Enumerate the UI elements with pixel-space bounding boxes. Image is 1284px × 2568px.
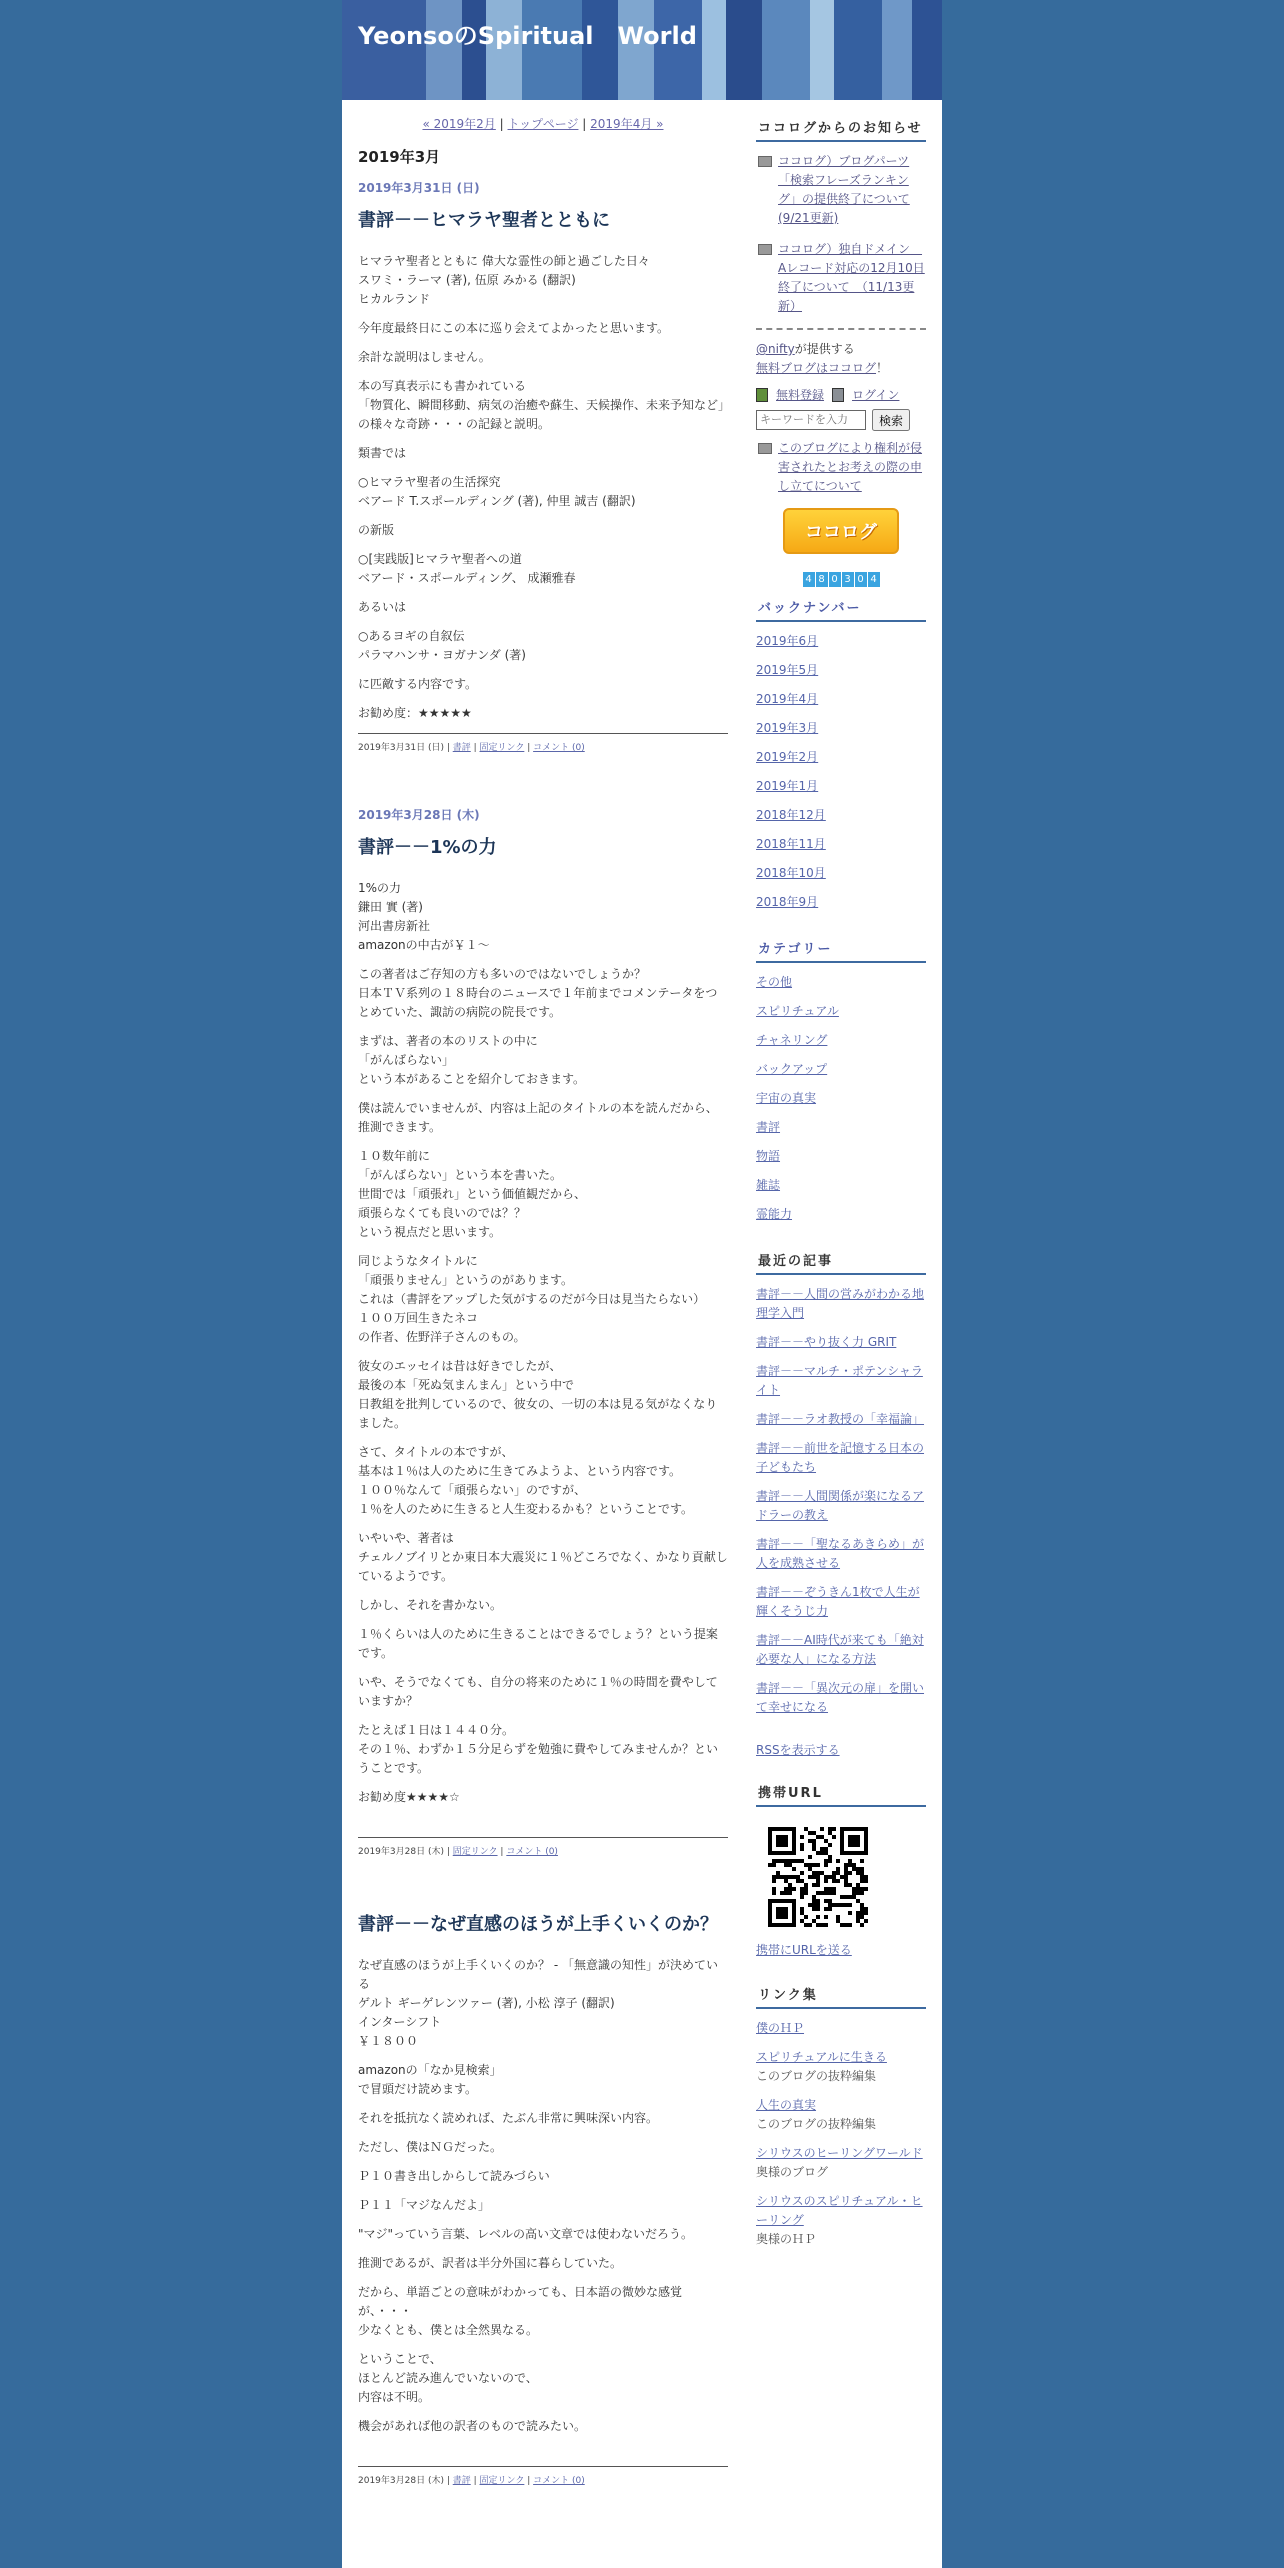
pager	[358, 115, 728, 132]
main-column	[358, 115, 728, 2539]
free-blog-link[interactable]: 無料ブログはココログ	[756, 361, 877, 375]
backnumber-link[interactable]: 2019年5月	[756, 663, 819, 677]
entry-paragraph: それを抵抗なく読めれば、たぶん非常に興味深い内容。	[358, 2111, 659, 2125]
backnumber-item	[756, 748, 926, 767]
backnumber-list	[756, 632, 926, 912]
recent-article-item	[756, 1285, 926, 1323]
sidebar	[756, 117, 926, 2259]
notice-icon	[758, 244, 772, 255]
login-link[interactable]: ログイン	[852, 388, 900, 402]
recent-article-link[interactable]: 書評－－人間関係が楽になるアドラーの教え	[756, 1489, 925, 1522]
backnumber-item	[756, 893, 926, 912]
entry-paragraph: 彼女のエッセイは昔は好きでしたが、 最後の本「死ぬ気まんまん」という中で 日教組を批判しているので、彼女の、一切の本は見る気がなくなりました。	[358, 1359, 718, 1430]
external-link[interactable]: シリウスのスピリチュアル・ヒーリング	[756, 2194, 923, 2227]
category-link[interactable]: スピリチュアル	[756, 1004, 839, 1018]
entry-footer: 2019年3月28日 (木) | 書評 | 固定リンク | コメント (0)	[358, 2466, 728, 2493]
notice-icon	[758, 156, 772, 167]
signup-link[interactable]: 無料登録	[776, 388, 825, 402]
divider	[756, 328, 926, 330]
qr-code-icon	[768, 1827, 868, 1927]
recent-list	[756, 1285, 926, 1717]
login-icon	[832, 388, 844, 402]
category-link[interactable]: 物語	[756, 1149, 781, 1163]
link-description: 奥様のＨＰ	[756, 2232, 817, 2246]
external-link[interactable]: 人生の真実	[756, 2098, 817, 2112]
counter-digit: 4	[803, 572, 815, 587]
blog-entry	[358, 1910, 728, 2493]
cocolog-logo[interactable]: ココログ	[783, 508, 899, 554]
category-item	[756, 973, 926, 992]
counter-digit: 3	[842, 572, 854, 587]
rights-link[interactable]: このブログにより権利が侵害されたとお考えの際の申し立てについて	[778, 441, 923, 493]
recent-title: 最近の記事	[756, 1250, 926, 1275]
entry-body	[358, 252, 728, 723]
cocolog-promo	[756, 340, 926, 378]
entry-paragraph: なぜ直感のほうが上手くいくのか？ - 「無意識の知性」が決めている ゲルト ギーゲレンツァー (著), 小松 淳子 (翻訳) インターシフト ￥１８００	[358, 1958, 718, 2048]
recent-article-item	[756, 1583, 926, 1621]
external-link[interactable]: 僕のＨＰ	[756, 2021, 805, 2035]
entry-paragraph: の新版	[358, 523, 395, 537]
mobile-title: 携帯URL	[756, 1782, 926, 1807]
entry-permalink[interactable]: 固定リンク	[479, 2476, 525, 2486]
entry-body	[358, 1956, 728, 2436]
recent-article-link[interactable]: 書評－－やり抜く力 GRIT	[756, 1335, 897, 1349]
counter-digit: 4	[868, 572, 880, 587]
entry-date: 2019年3月28日 (木)	[358, 808, 480, 822]
entry-paragraph: ということで、 ほとんど読み進んでいないので、 内容は不明。	[358, 2352, 538, 2404]
category-link[interactable]: バックアップ	[756, 1062, 828, 1076]
entry-paragraph: Ｐ１１「マジなんだよ」	[358, 2198, 491, 2212]
counter-digit: 8	[816, 572, 828, 587]
entry-date: 2019年3月31日 (日)	[358, 181, 480, 195]
entry-paragraph: １％くらいは人のために生きることはできるでしょう？という提案です。	[358, 1627, 718, 1660]
entry-category-link[interactable]: 書評	[452, 2476, 471, 2486]
category-item	[756, 1002, 926, 1021]
entry-paragraph: この著者はご存知の方も多いのではないでしょうか？ 日本ＴＶ系列の１８時台のニュースで１年前までコメンテータをつとめていた、諏訪の病院の院長です。	[358, 967, 718, 1019]
backnumber-link[interactable]: 2019年1月	[756, 779, 819, 793]
recent-article-item	[756, 1333, 926, 1352]
notice-title: ココログからのお知らせ	[756, 117, 926, 142]
entry-paragraph: 今年度最終日にこの本に巡り会えてよかったと思います。	[358, 321, 670, 335]
entry-paragraph: 機会があれば他の訳者のもので読みたい。	[358, 2419, 587, 2433]
backnumber-link[interactable]: 2018年9月	[756, 895, 819, 909]
recent-article-item	[756, 1362, 926, 1400]
recent-article-link[interactable]: 書評－－前世を記憶する日本の子どもたち	[756, 1441, 925, 1474]
mobile-send-area	[756, 1941, 926, 1960]
backnumber-item	[756, 777, 926, 796]
notice-list	[756, 152, 926, 316]
backnumber-link[interactable]: 2019年6月	[756, 634, 819, 648]
recent-article-link[interactable]: 書評－－AI時代が来ても「絶対必要な人」になる方法	[756, 1633, 924, 1666]
entry-footer-date: 2019年3月28日 (木)	[358, 1847, 444, 1857]
recent-article-item	[756, 1535, 926, 1573]
category-list	[756, 973, 926, 1224]
signup-icon	[756, 388, 768, 402]
entry-paragraph: 僕は読んでいませんが、内容は上記のタイトルの本を読んだから、推測できます。	[358, 1101, 718, 1134]
entry-permalink[interactable]: 固定リンク	[452, 1847, 498, 1857]
entry-paragraph: お勧め度：★★★★★	[358, 706, 472, 720]
backnumber-link[interactable]: 2018年10月	[756, 866, 826, 880]
next-month-link[interactable]: 2019年4月 »	[590, 117, 664, 131]
exclamation-text: ！	[876, 361, 889, 375]
entry-paragraph: いや、そうでなくても、自分の将来のために１％の時間を費やしていますか？	[358, 1675, 718, 1708]
entry-footer-date: 2019年3月28日 (木)	[358, 2476, 444, 2486]
entry-paragraph: だから、単語ごとの意味がわかっても、日本語の微妙な感覚が、・・・ 少なくとも、僕とは全然異なる。	[358, 2285, 683, 2337]
recent-article-link[interactable]: 書評－－人間の営みがわかる地理学入門	[756, 1287, 925, 1320]
entry-title[interactable]: 書評－－ヒマラヤ聖者とともに	[358, 210, 610, 231]
entry-category-link[interactable]: 書評	[452, 743, 471, 753]
recent-article-link[interactable]: 書評－－ぞうきん1枚で人生が輝くそうじ力	[756, 1585, 920, 1618]
notice-item	[756, 152, 926, 228]
entry-paragraph: お勧め度★★★★☆	[358, 1790, 460, 1804]
access-counter	[756, 572, 926, 587]
entry-paragraph: さて、タイトルの本ですが、 基本は１％は人のために生きてみようよ、という内容です。 １００％なんて「頑張らない」のですが、 １％を人のために生きると人生変わるかも？ということです。	[358, 1445, 694, 1516]
entry-paragraph: しかし、それを書かない。	[358, 1598, 503, 1612]
entry-paragraph: 推測であるが、訳者は半分外国に暮らしていた。	[358, 2256, 623, 2270]
link-description: 奥様のブログ	[756, 2165, 829, 2179]
entry-body	[358, 879, 728, 1807]
blog-banner	[342, 0, 942, 100]
category-link[interactable]: 書評	[756, 1120, 781, 1134]
notice-icon	[758, 443, 772, 454]
recent-article-link[interactable]: 書評－－マルチ・ポテンシャライト	[756, 1364, 923, 1397]
entry-permalink[interactable]: 固定リンク	[479, 743, 525, 753]
entry-paragraph: １０数年前に 「がんばらない」という本を書いた。 世間では「頑張れ」という価値観だから、 頑張らなくても良いのでは？？ という視点だと思います。	[358, 1149, 587, 1239]
category-link[interactable]: チャネリング	[756, 1033, 828, 1047]
link-item	[756, 2192, 926, 2249]
account-links	[756, 386, 926, 403]
link-description: このブログの抜粋編集	[756, 2117, 877, 2131]
link-description: このブログの抜粋編集	[756, 2069, 877, 2083]
entry-footer-date: 2019年3月31日 (日)	[358, 743, 444, 753]
entry-paragraph: ヒマラヤ聖者とともに 偉大な霊性の師と過ごした日々 スワミ・ラーマ (著), 伍原 みかる (翻訳) ヒカルランド	[358, 254, 650, 306]
blog-title[interactable]: YeonsoのSpiritual World	[358, 22, 697, 50]
entry-footer: 2019年3月28日 (木) | 固定リンク | コメント (0)	[358, 1837, 728, 1864]
rss-area	[756, 1741, 926, 1760]
entry-paragraph: 類書では	[358, 446, 407, 460]
links-title: リンク集	[756, 1984, 926, 2009]
backnumber-link[interactable]: 2019年2月	[756, 750, 819, 764]
pager-sep: |	[582, 117, 587, 131]
entry-comments-link[interactable]: コメント (0)	[533, 743, 585, 753]
backnumber-item	[756, 719, 926, 738]
entry-paragraph: 1%の力 鎌田 實 (著) 河出書房新社 amazonの中古が￥１～	[358, 881, 490, 952]
category-item	[756, 1089, 926, 1108]
entry-paragraph: Ｐ１０書き出しからして読みづらい	[358, 2169, 550, 2183]
entry-paragraph: amazonの「なか見検索」 で冒頭だけ読めます。	[358, 2063, 502, 2096]
search-button[interactable]: 検索	[872, 409, 910, 431]
entry-title[interactable]: 書評－－1%の力	[358, 837, 497, 858]
notice-link[interactable]: ココログ）独自ドメイン Aレコード対応の12月10日終了について （11/13更新）	[778, 242, 925, 313]
recent-article-link[interactable]: 書評－－「聖なるあきらめ」が人を成熟させる	[756, 1537, 925, 1570]
entry-title[interactable]: 書評－－なぜ直感のほうが上手くいくのか？	[358, 1914, 718, 1935]
entry-footer: 2019年3月31日 (日) | 書評 | 固定リンク | コメント (0)	[358, 733, 728, 760]
entry-list	[358, 179, 728, 2493]
category-link[interactable]: 雑誌	[756, 1178, 781, 1192]
entry-paragraph: ただし、僕はＮＧだった。	[358, 2140, 503, 2154]
link-item	[756, 2096, 926, 2134]
search-input[interactable]	[756, 410, 866, 430]
recent-article-item	[756, 1410, 926, 1429]
blog-entry	[358, 806, 728, 1864]
backnumber-item	[756, 806, 926, 825]
link-list	[756, 2019, 926, 2249]
backnumber-item	[756, 661, 926, 680]
entry-paragraph: たとえば１日は１４４０分。 その１％、わずか１５分足らずを勉強に費やしてみませんか？ということです。	[358, 1723, 719, 1775]
entry-paragraph: 同じようなタイトルに 「頑張りません」というのがあります。 これは（書評をアップした気がするのだが今日は見当たらない） １００万回生きたネコ の作者、佐野洋子さんのもの。	[358, 1254, 706, 1344]
entry-paragraph: いやいや、著者は チェルノブイリとか東日本大震災に１％どころでなく、かなり貢献しているようです。	[358, 1531, 728, 1583]
blog-entry	[358, 179, 728, 760]
nifty-link[interactable]: @nifty	[756, 342, 795, 356]
category-item	[756, 1060, 926, 1079]
recent-article-link[interactable]: 書評－－「異次元の扉」を開いて幸せになる	[756, 1681, 925, 1714]
entry-paragraph: ○あるヨギの自叙伝 パラマハンサ・ヨガナンダ (著)	[358, 629, 526, 662]
entry-paragraph: "マジ"っていう言葉、レベルの高い文章では使わないだろう。	[358, 2227, 694, 2241]
notice-item	[756, 240, 926, 316]
page	[342, 0, 942, 2568]
category-link[interactable]: その他	[756, 975, 793, 989]
prev-month-link[interactable]: « 2019年2月	[422, 117, 496, 131]
recent-article-link[interactable]: 書評－－ラオ教授の「幸福論」	[756, 1412, 925, 1426]
external-link[interactable]: スピリチュアルに生きる	[756, 2050, 887, 2064]
counter-digit: 0	[829, 572, 841, 587]
recent-article-item	[756, 1631, 926, 1669]
recent-article-item	[756, 1487, 926, 1525]
recent-article-item	[756, 1439, 926, 1477]
top-page-link[interactable]: トップページ	[507, 117, 579, 131]
archive-month: 2019年3月	[358, 148, 441, 166]
entry-paragraph: あるいは	[358, 600, 407, 614]
rss-link[interactable]: RSSを表示する	[756, 1743, 840, 1757]
category-title: カテゴリー	[756, 938, 926, 963]
entry-paragraph: 本の写真表示にも書かれている 「物質化、瞬間移動、病気の治癒や蘇生、天候操作、未来予知など」の様々な奇跡・・・の記録と説明。	[358, 379, 725, 431]
backnumber-item	[756, 835, 926, 854]
entry-paragraph: ○[実践版]ヒマラヤ聖者への道 ベアード・スポールディング、 成瀬雅春	[358, 552, 576, 585]
entry-comments-link[interactable]: コメント (0)	[506, 1847, 558, 1857]
category-item	[756, 1031, 926, 1050]
search-form	[756, 409, 926, 431]
counter-digit: 0	[855, 572, 867, 587]
backnumber-item	[756, 632, 926, 651]
recent-article-item	[756, 1679, 926, 1717]
link-item	[756, 2019, 926, 2038]
rights-notice	[756, 439, 926, 496]
backnumber-item	[756, 690, 926, 709]
category-link[interactable]: 霊能力	[756, 1207, 793, 1221]
link-item	[756, 2144, 926, 2182]
category-link[interactable]: 宇宙の真実	[756, 1091, 817, 1105]
category-item	[756, 1118, 926, 1137]
entry-paragraph: 余計な説明はしません。	[358, 350, 491, 364]
backnumber-link[interactable]: 2019年4月	[756, 692, 819, 706]
entry-paragraph: まずは、著者の本のリストの中に 「がんばらない」 という本があることを紹介しておきます。	[358, 1034, 586, 1086]
category-item	[756, 1176, 926, 1195]
category-item	[756, 1147, 926, 1166]
pager-sep: |	[499, 117, 504, 131]
link-item	[756, 2048, 926, 2086]
backnumber-link[interactable]: 2018年12月	[756, 808, 826, 822]
backnumber-link[interactable]: 2019年3月	[756, 721, 819, 735]
entry-paragraph: に匹敵する内容です。	[358, 677, 478, 691]
category-item	[756, 1205, 926, 1224]
entry-comments-link[interactable]: コメント (0)	[533, 2476, 585, 2486]
nifty-text: が提供する	[794, 342, 855, 356]
backnumber-title: バックナンバー	[756, 597, 926, 622]
backnumber-link[interactable]: 2018年11月	[756, 837, 826, 851]
backnumber-item	[756, 864, 926, 883]
external-link[interactable]: シリウスのヒーリングワールド	[756, 2146, 923, 2160]
mobile-send-link[interactable]: 携帯にURLを送る	[756, 1943, 852, 1957]
entry-paragraph: ○ヒマラヤ聖者の生活探究 ベアード T.スポールディング (著), 仲里 誠吉 (翻訳)	[358, 475, 636, 508]
notice-link[interactable]: ココログ）ブログパーツ「検索フレーズランキング」の提供終了について(9/21更新)	[778, 154, 910, 225]
